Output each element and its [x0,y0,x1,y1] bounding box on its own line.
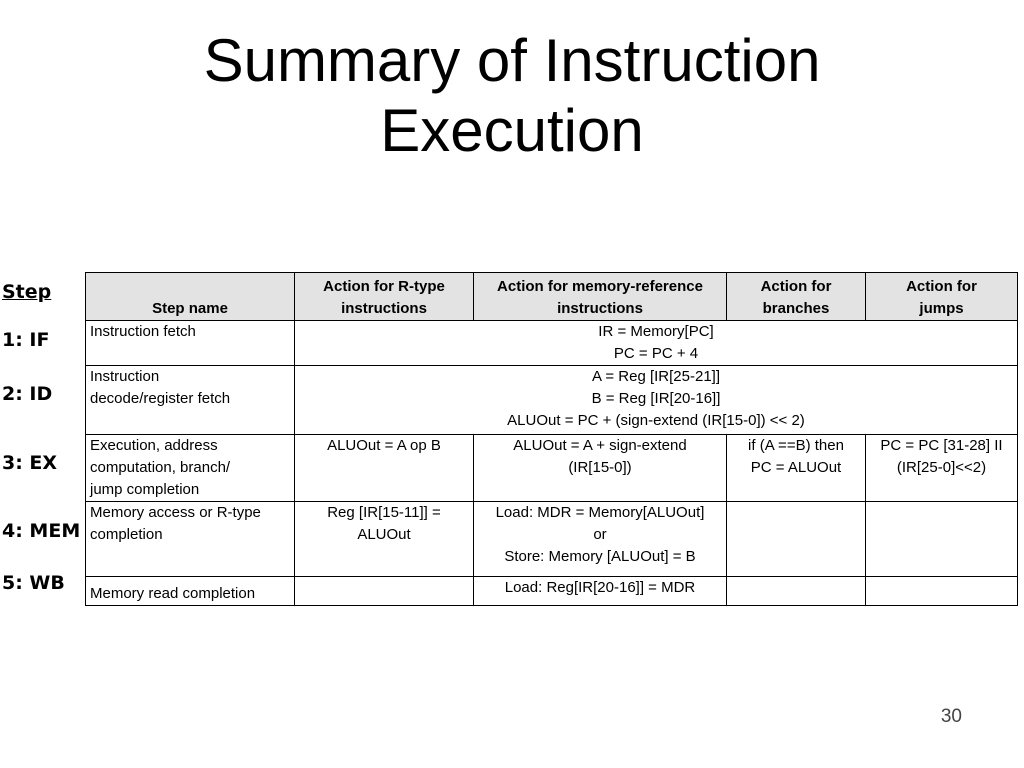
row-writeback-rtype [295,577,474,606]
step-label-id: 2: ID [2,383,53,405]
row-memory-jumps [866,502,1018,577]
row-writeback-memref: Load: Reg[IR[20-16]] = MDR [474,577,727,606]
row-decode-name: Instruction decode/register fetch [86,366,295,435]
table-row-memory [86,502,1018,577]
step-label-mem: 4: MEM [2,520,81,542]
header-branches: Action for branches [727,273,866,321]
table-row-fetch [86,321,1018,366]
row-decode-action: A = Reg [IR[25-21]] B = Reg [IR[20-16]] ALUOut = PC + (sign-extend (IR[15-0]) << 2) [295,366,1018,435]
header-memref: Action for memory-reference instructions [474,273,727,321]
row-memory-branches [727,502,866,577]
row-execute-branches: if (A ==B) then PC = ALUOut [727,435,866,502]
header-rtype: Action for R-type instructions [295,273,474,321]
step-label-ex: 3: EX [2,452,58,474]
slide-title-line-2: Execution [380,97,644,164]
table-row-execute [86,435,1018,502]
header-jumps: Action for jumps [866,273,1018,321]
slide-title [0,26,1024,166]
step-label-wb: 5: WB [2,572,65,594]
table-header-row [86,273,1018,321]
row-memory-name: Memory access or R-type completion [86,502,295,577]
step-label-if: 1: IF [2,329,50,351]
row-execute-jumps: PC = PC [31-28] II (IR[25-0]<<2) [866,435,1018,502]
row-writeback-branches [727,577,866,606]
row-execute-rtype: ALUOut = A op B [295,435,474,502]
page-number: 30 [940,706,962,727]
row-memory-memref: Load: MDR = Memory[ALUOut] or Store: Memory [ALUOut] = B [474,502,727,577]
header-step-name: Step name [86,273,295,321]
row-execute-memref: ALUOut = A + sign-extend (IR[15-0]) [474,435,727,502]
row-fetch-name: Instruction fetch [86,321,295,366]
instruction-summary-table [85,272,1018,606]
row-writeback-name: Memory read completion [86,577,295,606]
slide-title-line-1: Summary of Instruction [203,27,821,94]
table-row-decode [86,366,1018,435]
row-execute-name: Execution, address computation, branch/ jump completion [86,435,295,502]
step-header: Step [2,281,52,303]
row-memory-rtype: Reg [IR[15-11]] = ALUOut [295,502,474,577]
row-writeback-jumps [866,577,1018,606]
row-fetch-action: IR = Memory[PC] PC = PC + 4 [295,321,1018,366]
table-row-writeback [86,577,1018,606]
